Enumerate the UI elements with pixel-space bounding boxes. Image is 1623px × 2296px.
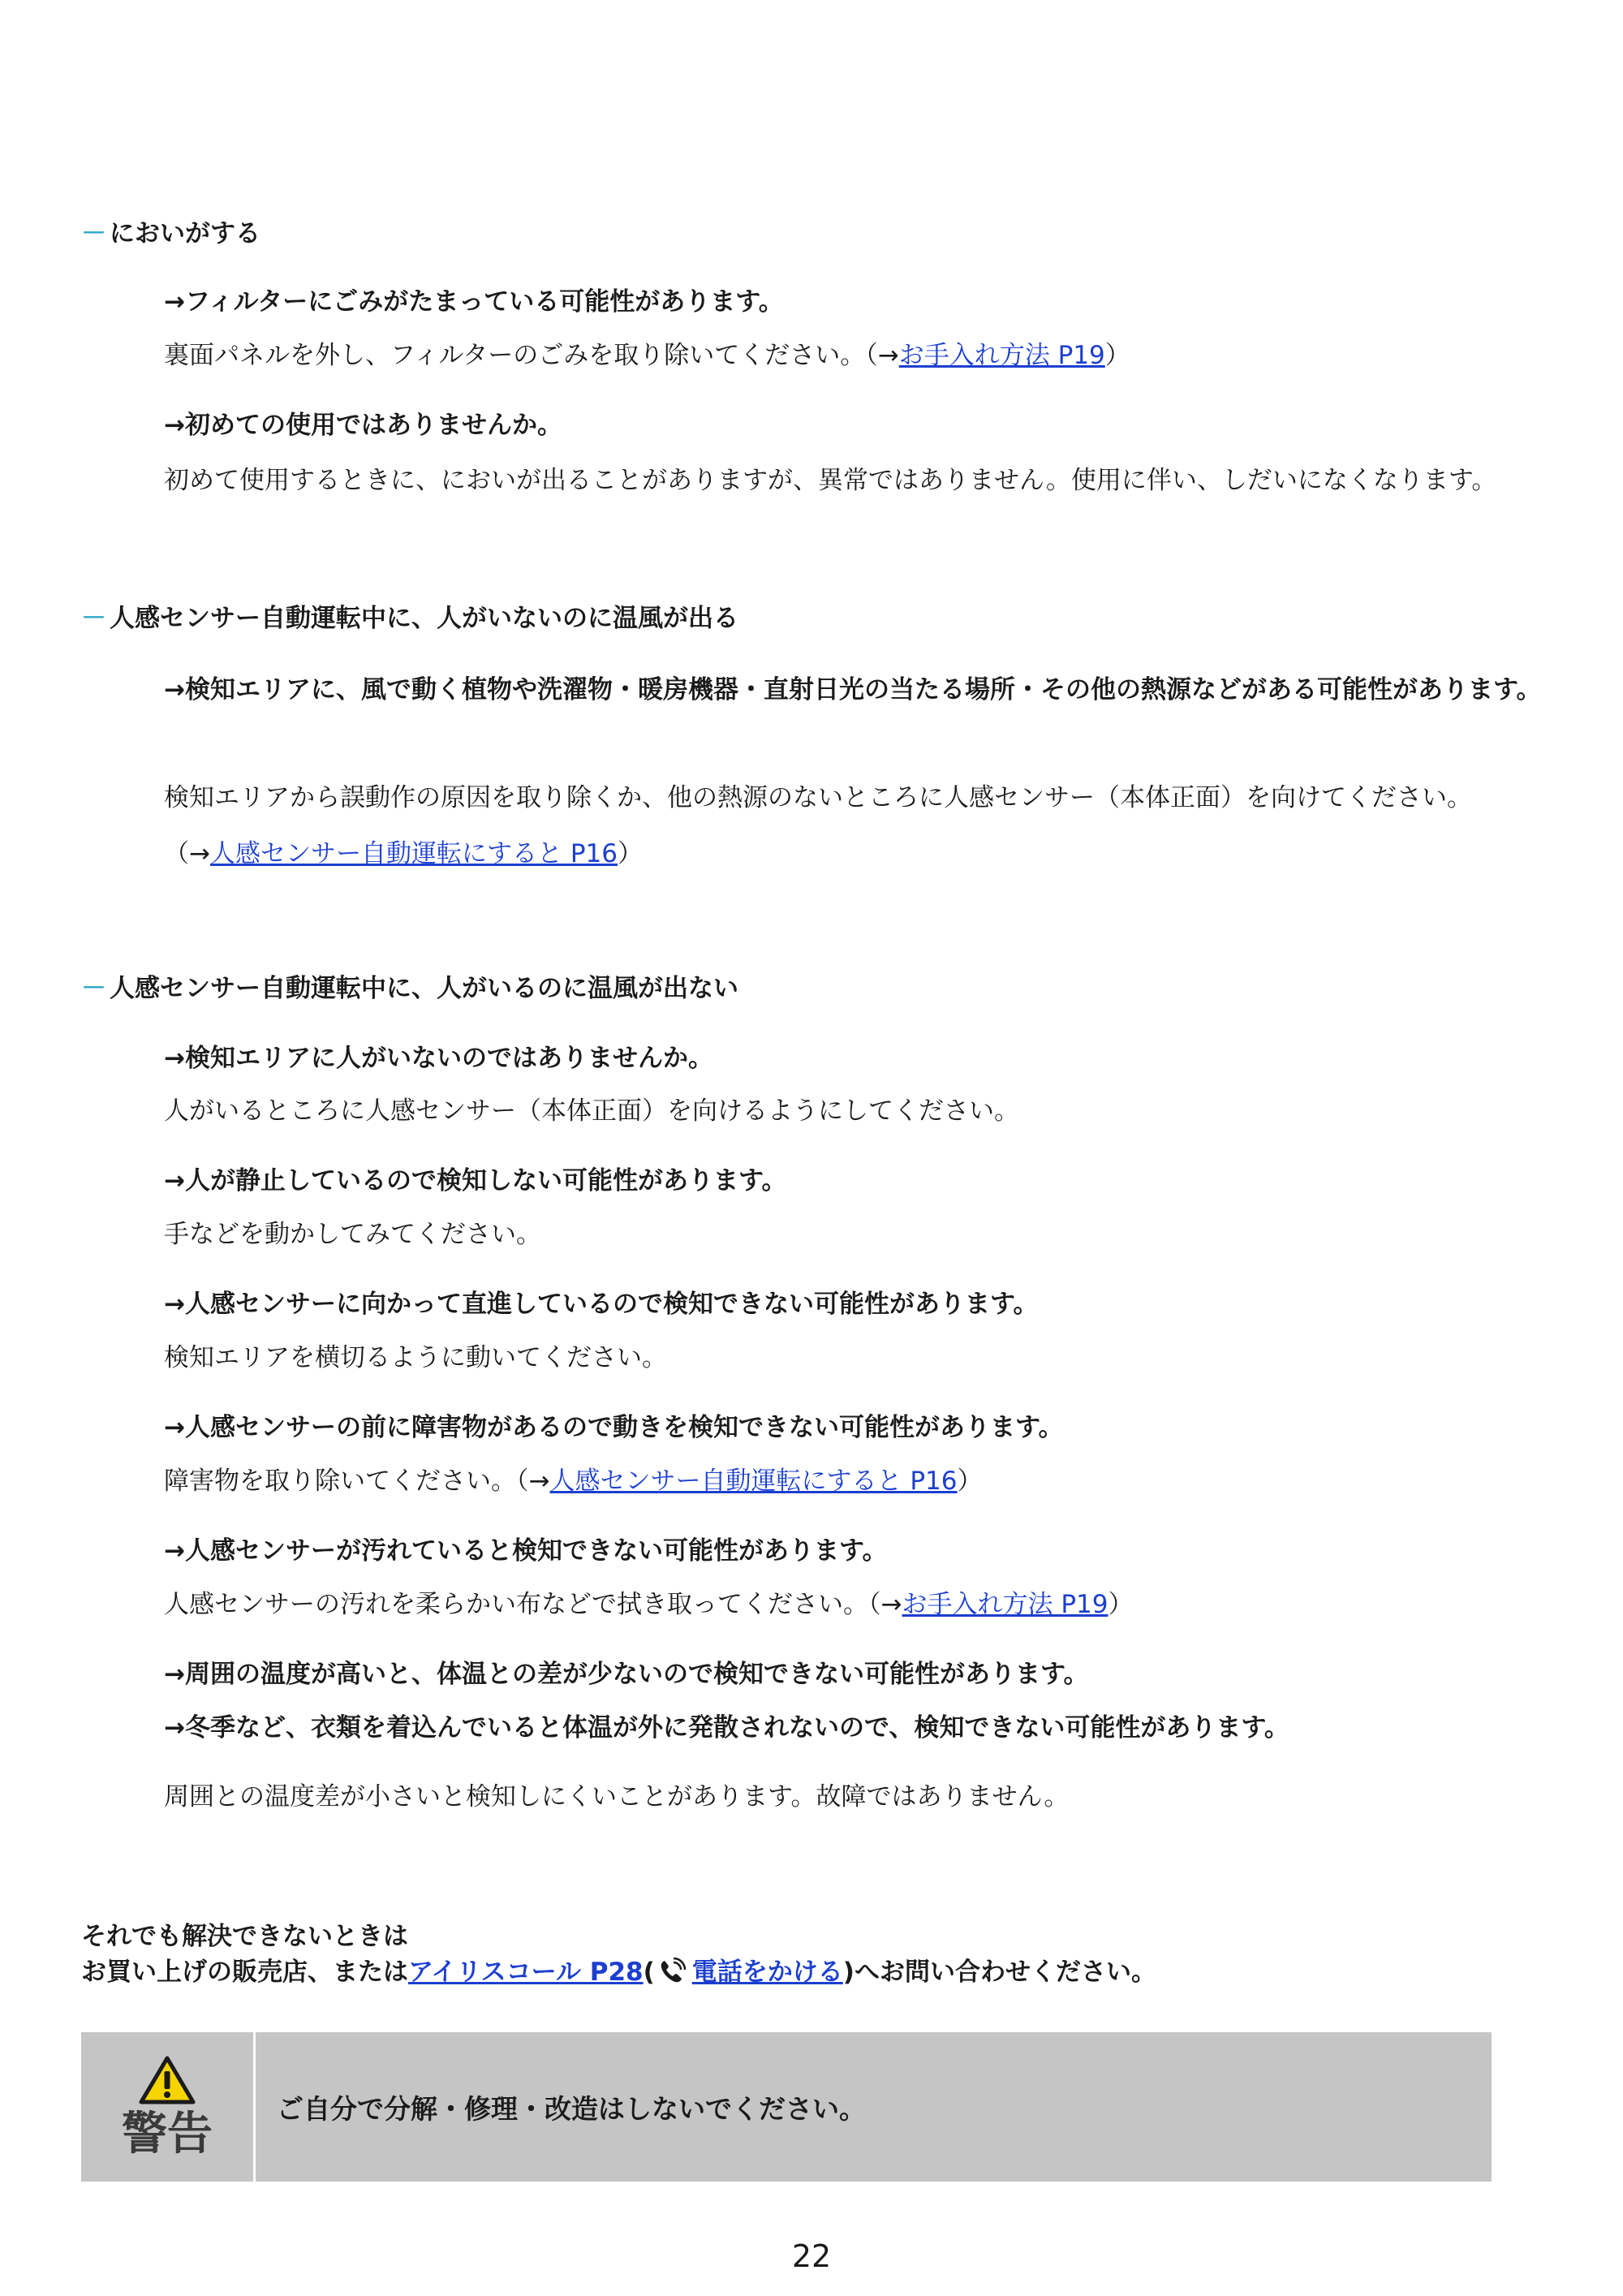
link-make-call[interactable]: 電話をかける: [691, 1958, 843, 1987]
cause-text: →人感センサーが汚れていると検知できない可能性があります。: [164, 1536, 888, 1566]
warning-triangle-icon: [138, 2055, 196, 2109]
fix-text-suffix: ）: [617, 839, 643, 868]
fix-text: [164, 338, 1130, 373]
fix-text: [164, 836, 643, 872]
cause-text: →フィルターにごみがたまっている可能性があります。: [164, 287, 784, 317]
warning-text: ご自分で分解・修理・改造はしないでください。: [277, 2092, 866, 2125]
fix-text-suffix: ）: [1104, 341, 1130, 370]
fix-text: 検知エリアから誤動作の原因を取り除くか、他の熱源のないところに人感センサー（本体正面）を向けてください。: [164, 783, 1472, 812]
section-title-text: においがする: [110, 219, 260, 248]
cause-text: →周囲の温度が高いと、体温との差が少ないので検知できない可能性があります。: [164, 1660, 1089, 1689]
fix-text: 手などを動かしてみてください。: [164, 1220, 541, 1249]
warning-label-cell: [81, 2032, 256, 2182]
cause-text: →検知エリアに、風で動く植物や洗濯物・暖房機器・直射日光の当たる場所・その他の熱源などがある可能性があります。: [164, 675, 1542, 704]
fix-text-suffix: ）: [1108, 1590, 1134, 1619]
contact-suffix: )へお問い合わせください。: [842, 1958, 1156, 1987]
fix-text: 初めて使用するときに、においが出ることがありますが、異常ではありません。使用に伴い、しだいになくなります。: [164, 466, 1497, 495]
fix-text-prefix: 裏面パネルを外し、フィルターのごみを取り除いてください。（→: [164, 341, 899, 370]
fix-text-prefix: 障害物を取り除いてください。（→: [164, 1467, 550, 1496]
cause-text: →初めての使用ではありませんか。: [164, 411, 562, 440]
phone-icon: [658, 1958, 686, 1985]
fix-text: 人がいるところに人感センサー（本体正面）を向けるようにしてください。: [164, 1096, 1019, 1126]
fix-text-prefix: （→: [164, 839, 210, 868]
link-sensor-p16[interactable]: 人感センサー自動運転にすると P16: [549, 1467, 958, 1496]
section-title: [81, 216, 260, 252]
fix-text: 周囲との温度差が小さいと検知しにくいことがあります。故障ではありません。: [164, 1782, 1070, 1811]
section-title-text: 人感センサー自動運転中に、人がいるのに温風が出ない: [110, 974, 738, 1003]
contact-paren: (: [643, 1958, 655, 1987]
dash-marker: －: [81, 604, 106, 633]
fix-text: 検知エリアを横切るように動いてください。: [164, 1343, 667, 1372]
fix-text-prefix: 人感センサーの汚れを柔らかい布などで拭き取ってください。（→: [164, 1590, 902, 1619]
contact-line-1: それでも解決できないときは: [81, 1922, 408, 1951]
cause-text: →冬季など、衣類を着込んでいると体温が外に発散されないので、検知できない可能性があります。: [164, 1713, 1289, 1742]
cause-text: →人が静止しているので検知しない可能性があります。: [164, 1166, 787, 1195]
link-care-p19[interactable]: お手入れ方法 P19: [902, 1590, 1109, 1619]
contact-line-2: [81, 1954, 1156, 1990]
fix-text: [164, 1463, 982, 1499]
cause-text: →人感センサーの前に障害物があるので動きを検知できない可能性があります。: [164, 1413, 1064, 1442]
fix-text-suffix: ）: [957, 1467, 983, 1496]
link-care-p19[interactable]: お手入れ方法 P19: [898, 341, 1105, 370]
link-sensor-p16[interactable]: 人感センサー自動運転にすると P16: [209, 839, 618, 868]
section-title-text: 人感センサー自動運転中に、人がいないのに温風が出る: [110, 604, 738, 633]
section-title: [81, 601, 738, 636]
page-number: 22: [791, 2238, 832, 2274]
link-iris-call-p28[interactable]: アイリスコール P28: [408, 1958, 644, 1987]
fix-text: [164, 1587, 1133, 1622]
warning-box: [81, 2032, 1492, 2182]
cause-text: →検知エリアに人がいないのではありませんか。: [164, 1044, 713, 1073]
section-title: [81, 971, 738, 1006]
dash-marker: －: [81, 219, 106, 248]
dash-marker: －: [81, 974, 106, 1003]
warning-label: 警告: [122, 2108, 213, 2160]
contact-prefix: お買い上げの販売店、または: [81, 1958, 408, 1987]
cause-text: →人感センサーに向かって直進しているので検知できない可能性があります。: [164, 1290, 1039, 1319]
